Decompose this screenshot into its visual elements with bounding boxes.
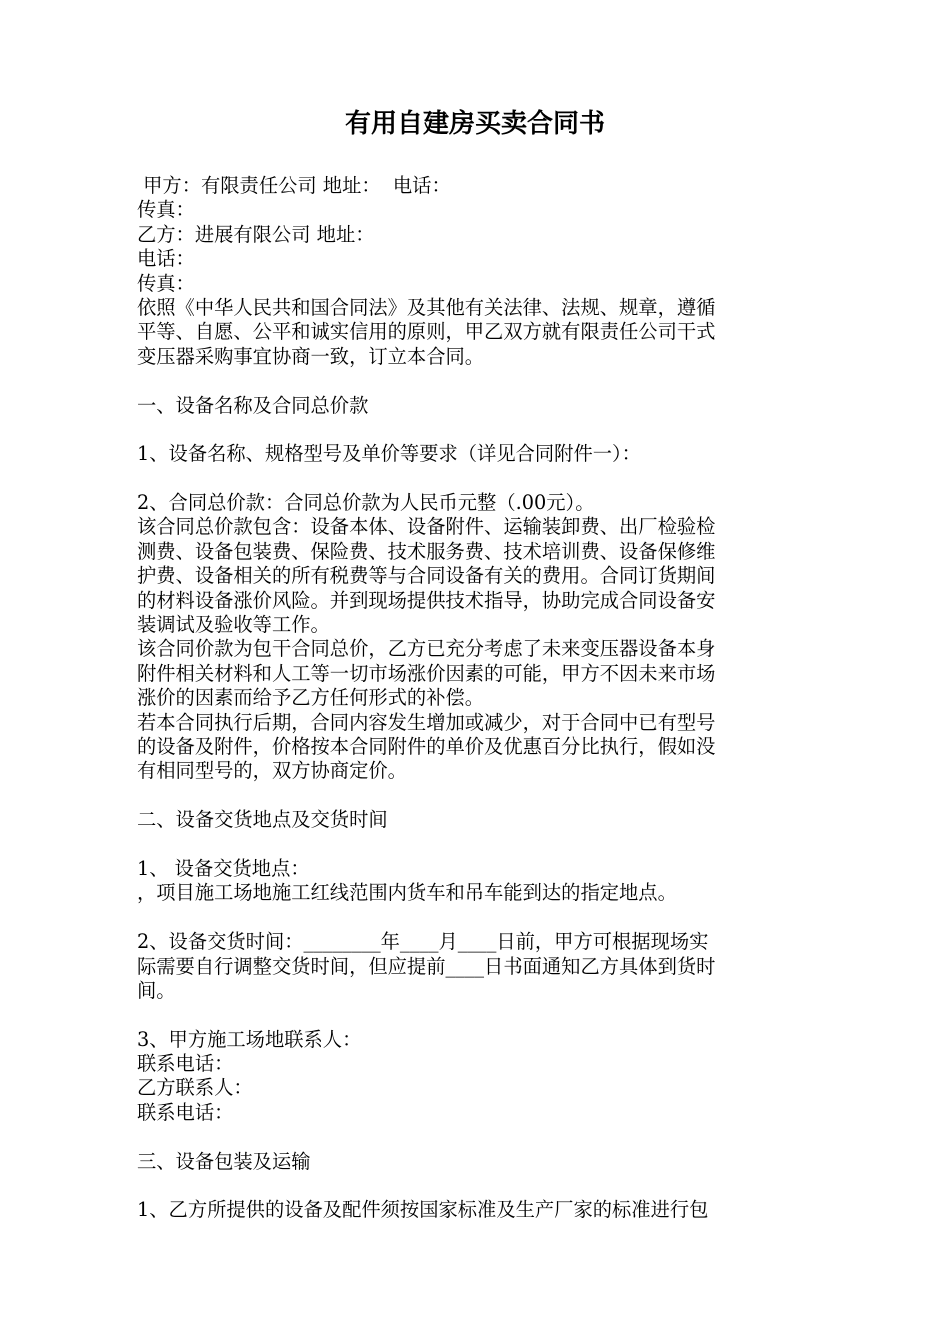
body-line: 涨价的因素而给予乙方任何形式的补偿。 xyxy=(137,686,485,710)
document-title: 有用自建房买卖合同书 xyxy=(344,109,605,139)
body-line: 1、乙方所提供的设备及配件须按国家标准及生产厂家的标准进行包 xyxy=(137,1198,709,1222)
body-line: 依照《中华人民共和国合同法》及其他有关法律、法规、规章，遵循 xyxy=(137,295,716,319)
body-line: 有相同型号的，双方协商定价。 xyxy=(137,759,407,783)
blank-line xyxy=(137,784,817,808)
body-line: 平等、自愿、公平和诚实信用的原则，甲乙双方就有限责任公司干式 xyxy=(137,320,716,344)
body-line: ，项目施工场地施工红线范围内货车和吊车能到达的指定地点。 xyxy=(137,881,677,905)
blank-line xyxy=(137,906,817,930)
body-line: 际需要自行调整交货时间，但应提前____日书面通知乙方具体到货时 xyxy=(137,954,716,978)
blank-line xyxy=(137,1003,817,1027)
body-line: 装调试及验收等工作。 xyxy=(137,613,330,637)
body-line: 一、设备名称及合同总价款 xyxy=(137,393,369,417)
body-line: 传真： xyxy=(137,198,195,222)
body-line: 二、设备交货地点及交货时间 xyxy=(137,808,388,832)
blank-line xyxy=(137,833,817,857)
blank-line xyxy=(137,1174,817,1198)
body-line: 附件相关材料和人工等一切市场涨价因素的可能，甲方不因未来市场 xyxy=(137,661,716,685)
blank-line xyxy=(137,1125,817,1149)
body-line: 该合同价款为包干合同总价，乙方已充分考虑了未来变压器设备本身 xyxy=(137,637,716,661)
blank-line xyxy=(137,467,817,491)
body-line: 联系电话： xyxy=(137,1052,234,1076)
body-line: 2、设备交货时间：________年____月____日前，甲方可根据现场实 xyxy=(137,930,709,954)
blank-line xyxy=(137,418,817,442)
body-line: 间。 xyxy=(137,978,176,1002)
body-line: 1、 设备交货地点： xyxy=(137,856,310,880)
body-line: 2、合同总价款：合同总价款为人民币元整（.00元）。 xyxy=(137,491,595,515)
body-line: 三、设备包装及运输 xyxy=(137,1149,311,1173)
body-line: 乙方：进展有限公司 地址： xyxy=(137,222,375,246)
blank-line xyxy=(137,369,817,393)
body-line: 护费、设备相关的所有税费等与合同设备有关的费用。合同订货期间 xyxy=(137,564,716,588)
body-line: 1、设备名称、规格型号及单价等要求（详见合同附件一）： xyxy=(137,442,641,466)
body-line: 的材料设备涨价风险。并到现场提供技术指导，协助完成合同设备安 xyxy=(137,588,716,612)
body-line: 若本合同执行后期，合同内容发生增加或减少，对于合同中已有型号 xyxy=(137,710,716,734)
body-line: 电话： xyxy=(137,247,195,271)
body-line: 变压器采购事宜协商一致，订立本合同。 xyxy=(137,344,485,368)
body-line: 联系电话： xyxy=(137,1100,234,1124)
body-line: 3、甲方施工场地联系人： xyxy=(137,1027,362,1051)
body-line: 甲方：有限责任公司 地址： 电话： xyxy=(137,174,451,197)
document-body xyxy=(137,174,817,1223)
body-line: 传真： xyxy=(137,271,195,295)
body-line: 乙方联系人： xyxy=(137,1076,253,1100)
body-line: 该合同总价款包含：设备本体、设备附件、运输装卸费、出厂检验检 xyxy=(137,515,716,539)
body-line: 测费、设备包装费、保险费、技术服务费、技术培训费、设备保修维 xyxy=(137,539,716,563)
body-line: 的设备及附件，价格按本合同附件的单价及优惠百分比执行，假如没 xyxy=(137,734,716,758)
